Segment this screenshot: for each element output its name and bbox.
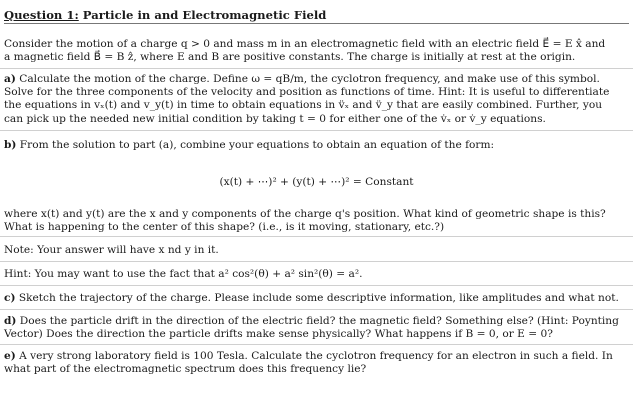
hint-text: Hint: You may want to use the fact that a² cos²(θ) + a² sin²(θ) = a². (4, 268, 363, 280)
part-c-line: Sketch the trajectory of the charge. Please include some descriptive information, like amplitudes and what not. (18, 292, 619, 304)
divider (0, 309, 633, 310)
part-e-line: A very strong laboratory field is 100 Tesla. Calculate the cyclotron frequency for an electron in such a field. In (19, 350, 613, 362)
part-d-line: Vector) Does the direction the particle drifts make sense physically? What happens if B = 0, or E = 0? (4, 328, 553, 341)
part-b-label: b) (4, 139, 17, 151)
question-number: Question 1: (4, 8, 79, 22)
part-b-equation: (x(t) + ⋯)² + (y(t) + ⋯)² = Constant (219, 176, 414, 188)
part-c-paragraph (4, 292, 625, 305)
part-b-after-line: What is happening to the center of this shape? (i.e., is it moving, stationary, etc.?) (4, 221, 445, 234)
part-b-prompt (4, 139, 625, 152)
divider (0, 285, 633, 286)
divider (0, 236, 633, 237)
part-c-label: c) (4, 292, 16, 304)
note-text: Note: Your answer will have x nd y in it. (4, 244, 219, 256)
part-a-line: Calculate the motion of the charge. Define ω = qB/m, the cyclotron frequency, and make use of this symbol. (19, 73, 600, 85)
part-b-question (4, 208, 625, 234)
part-a-paragraph (4, 73, 625, 126)
part-b-note (4, 244, 625, 257)
intro-paragraph (4, 38, 625, 64)
part-d-label: d) (4, 315, 17, 327)
part-e-paragraph (4, 350, 625, 376)
question-title (4, 8, 629, 24)
part-e-line: what part of the electromagnetic spectrum does this frequency lie? (4, 363, 367, 376)
part-b-after-line: where x(t) and y(t) are the x and y components of the charge q's position. What kind of geometric shape is this? (4, 208, 606, 220)
part-b-line: From the solution to part (a), combine your equations to obtain an equation of the form: (19, 139, 495, 151)
part-a-line: can pick up the needed new initial condition by taking t = 0 for either one of the v̇ₓ or v̇_y equations. (4, 112, 546, 125)
part-e-label: e) (4, 350, 16, 362)
divider (0, 261, 633, 262)
part-a-line: the equations in vₓ(t) and v_y(t) in time to obtain equations in v̈ₓ and v̈_y that are easily combined. Further, you (4, 99, 603, 112)
intro-line: a magnetic field B⃗ = B ẑ, where E and B are positive constants. The charge is initially at rest at the origin. (4, 51, 576, 64)
part-d-paragraph (4, 315, 625, 341)
divider (0, 344, 633, 345)
divider (0, 130, 633, 131)
part-b-hint (4, 268, 625, 281)
question-heading: Particle in and Electromagnetic Field (82, 8, 327, 22)
part-a-label: a) (4, 73, 16, 85)
part-d-line: Does the particle drift in the direction of the electric field? the magnetic field? Something else? (Hint: Poynting (19, 315, 619, 327)
intro-line: Consider the motion of a charge q > 0 and mass m in an electromagnetic field with an electric field E⃗ = E x̂ and (4, 38, 606, 50)
part-a-line: Solve for the three components of the velocity and position as functions of time. Hint: It is useful to differentiate (4, 86, 610, 99)
divider (0, 68, 633, 69)
